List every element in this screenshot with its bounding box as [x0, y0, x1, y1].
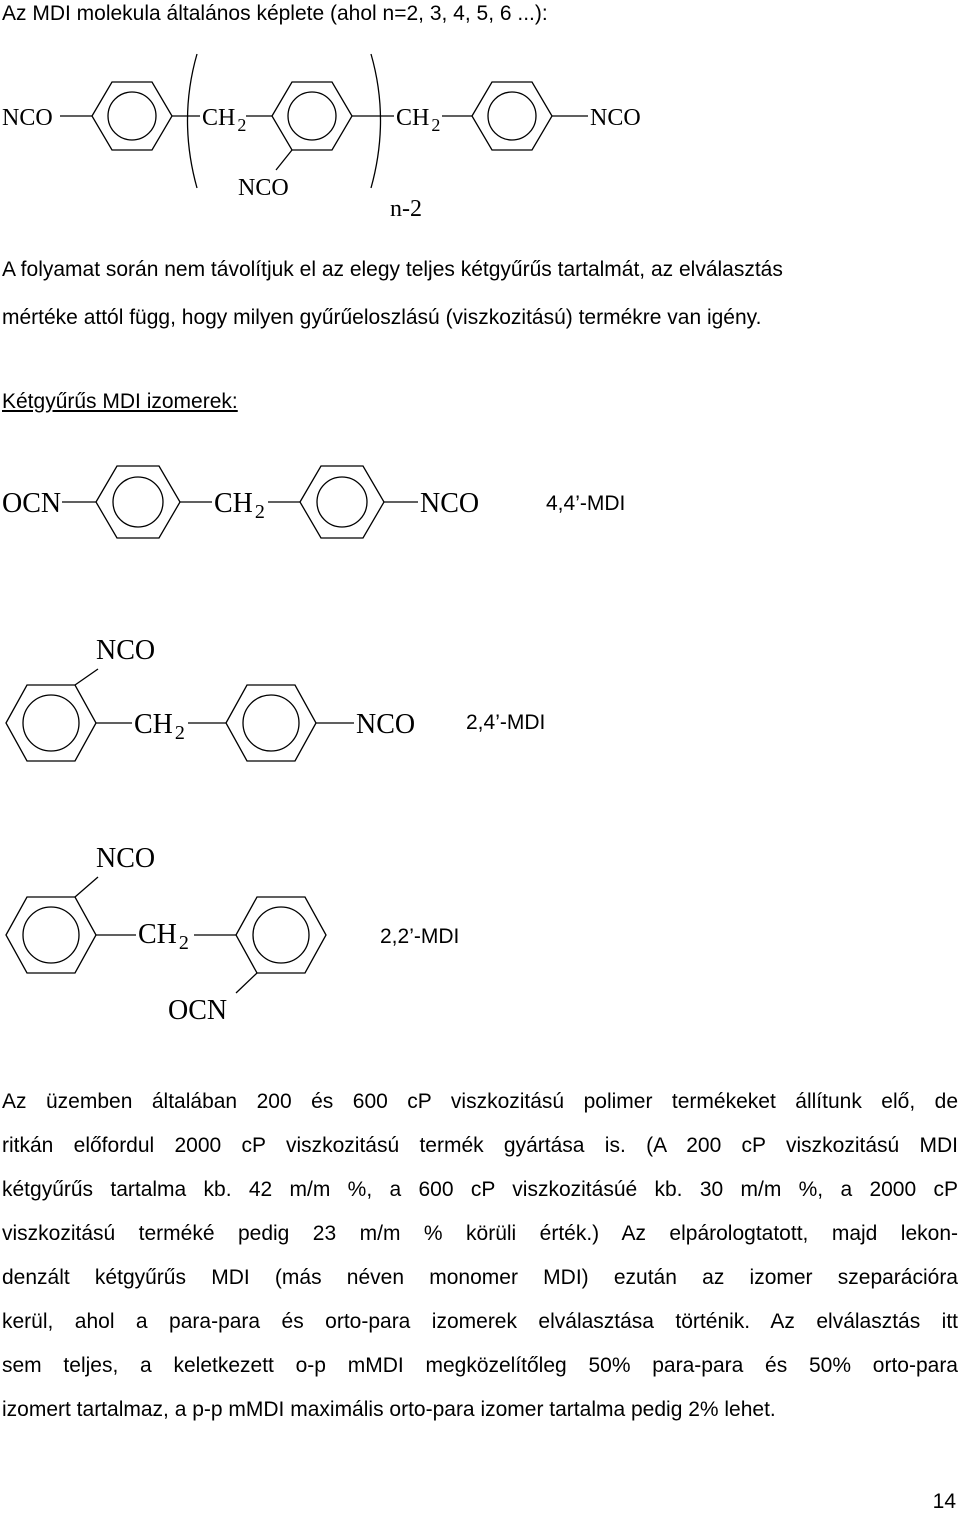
22-bottom-ocn: OCN [168, 995, 228, 1026]
benzene-ring-1 [92, 82, 172, 150]
benzene-ring-2 [272, 82, 352, 150]
page-number: 14 [932, 1490, 956, 1513]
isomer-heading: Kétgyűrűs MDI izomerek: [2, 390, 238, 413]
22-ch2: CH $_2$ [138, 919, 189, 954]
paragraph1-line1: A folyamat során nem távolítjuk el az elegy teljes kétgyűrűs tartalmát, az elválasztás [2, 258, 783, 281]
benzene-ring-22-a [6, 897, 96, 973]
formula-ch-right: CH $_2$ [396, 105, 441, 135]
left-bracket [188, 54, 198, 188]
formula-right-nco: NCO [590, 105, 641, 131]
24-mdi-name: 2,4’-MDI [466, 711, 546, 734]
paragraph2-line7: sem teljes, a keletkezett o-p mMDI megközelítőleg 50% para-para és 50% orto-para [2, 1354, 958, 1377]
benzene-ring-44-a [96, 466, 180, 538]
22-mdi-name: 2,2’-MDI [380, 925, 460, 948]
44-left-ocn: OCN [2, 488, 62, 519]
paragraph2-line4: viszkozitású terméké pedig 23 m/m % körüli érték.) Az elpárologtatott, majd lekon- [2, 1222, 958, 1245]
paragraph2-line8: izomert tartalmaz, a p-p mMDI maximális orto-para izomer tartalma pedig 2% lehet. [2, 1398, 776, 1421]
24-right-nco: NCO [356, 709, 416, 740]
repeat-index: n-2 [390, 196, 422, 222]
general-mdi-formula [0, 40, 960, 230]
paragraph2-line5: denzált kétgyűrűs MDI (más néven monomer MDI) ezután az izomer szeparációra [2, 1266, 958, 1289]
44-ch2: CH $_2$ [214, 488, 265, 523]
benzene-ring-22-b [236, 897, 326, 973]
paragraph2-line3: kétgyűrűs tartalma kb. 42 m/m %, a 600 cP viszkozitásúé kb. 30 m/m %, a 2000 cP [2, 1178, 958, 1201]
24-top-nco: NCO [96, 635, 156, 666]
paragraph2-line6: kerül, ahol a para-para és orto-para izomerek elválasztása történik. Az elválasztás itt [2, 1310, 958, 1333]
benzene-ring-24-a [6, 685, 96, 761]
44-right-nco: NCO [420, 488, 480, 519]
right-bracket [371, 54, 381, 188]
24-ch2: CH $_2$ [134, 709, 185, 744]
paragraph1-line2: mértéke attól függ, hogy milyen gyűrűeloszlású (viszkozitású) termékre van igény. [2, 306, 762, 329]
22-top-nco: NCO [96, 843, 156, 874]
benzene-ring-44-b [300, 466, 384, 538]
benzene-ring-3 [472, 82, 552, 150]
paragraph2-line2: ritkán előfordul 2000 cP viszkozitású termék gyártása is. (A 200 cP viszkozitású MDI [2, 1134, 958, 1157]
isomer-44-mdi [0, 450, 960, 560]
isomer-22-mdi [0, 835, 960, 1030]
formula-bottom-nco: NCO [238, 175, 289, 201]
paragraph2-line1: Az üzemben általában 200 és 600 cP viszkozitású polimer termékeket állítunk elő, de [2, 1090, 958, 1113]
formula-left-nco: NCO [2, 105, 53, 131]
isomer-24-mdi [0, 625, 960, 775]
benzene-ring-24-b [226, 685, 316, 761]
44-mdi-name: 4,4’-MDI [546, 492, 626, 515]
intro-line: Az MDI molekula általános képlete (ahol n=2, 3, 4, 5, 6 ...): [2, 2, 548, 25]
formula-ch-left: CH $_2$ [202, 105, 247, 135]
